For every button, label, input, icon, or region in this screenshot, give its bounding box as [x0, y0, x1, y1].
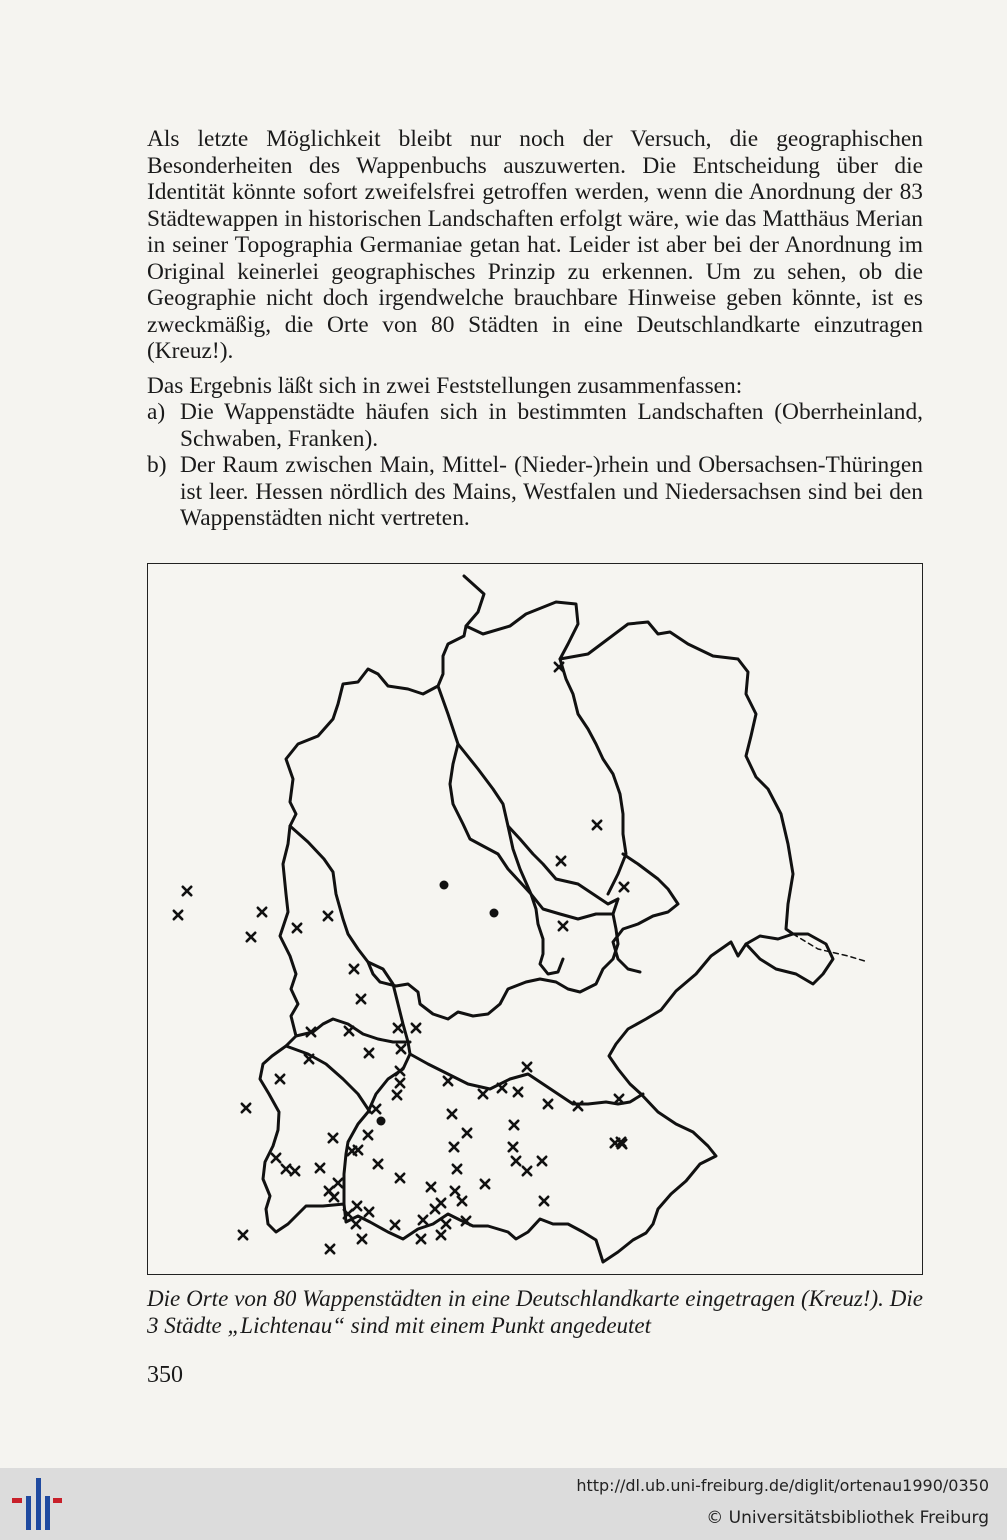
town-cross-marker: [350, 965, 358, 973]
town-cross-marker: [374, 1160, 382, 1168]
town-cross-marker: [512, 1157, 520, 1165]
town-cross-marker: [450, 1143, 458, 1151]
lichtenau-dot-marker: [377, 1117, 386, 1126]
lichtenau-dot-marker: [440, 881, 449, 890]
town-cross-marker: [394, 1024, 402, 1032]
lichtenau-dot-marker: [490, 909, 499, 918]
town-cross-marker: [514, 1088, 522, 1096]
town-cross-marker: [481, 1180, 489, 1188]
body-text: [147, 126, 923, 532]
town-cross-marker: [334, 1179, 342, 1187]
list-item: [147, 399, 923, 452]
list-marker: a): [147, 399, 166, 425]
town-cross-marker: [448, 1110, 456, 1118]
town-crosses: [174, 663, 628, 1253]
town-cross-marker: [451, 1187, 459, 1195]
paragraph-2: Das Ergebnis läßt sich in zwei Feststellungen zusammenfassen:: [147, 372, 743, 399]
town-cross-marker: [324, 912, 332, 920]
town-cross-marker: [444, 1077, 452, 1085]
town-cross-marker: [431, 1205, 439, 1213]
town-cross-marker: [544, 1100, 552, 1108]
town-cross-marker: [393, 1091, 401, 1099]
town-cross-marker: [364, 1131, 372, 1139]
town-cross-marker: [509, 1143, 517, 1151]
town-cross-marker: [358, 1235, 366, 1243]
lichtenau-dots: [377, 881, 499, 1126]
town-cross-marker: [326, 1245, 334, 1253]
germany-map-figure: [147, 563, 923, 1275]
town-cross-marker: [345, 1027, 353, 1035]
town-cross-marker: [463, 1129, 471, 1137]
town-cross-marker: [329, 1134, 337, 1142]
town-cross-marker: [396, 1079, 404, 1087]
inner-border: [746, 934, 833, 984]
town-cross-marker: [282, 1165, 290, 1173]
town-cross-marker: [242, 1104, 250, 1112]
town-cross-marker: [293, 924, 301, 932]
town-cross-marker: [276, 1075, 284, 1083]
town-cross-marker: [523, 1063, 531, 1071]
town-cross-marker: [365, 1049, 373, 1057]
town-cross-marker: [316, 1164, 324, 1172]
town-cross-marker: [615, 1095, 623, 1103]
list-item-text: Der Raum zwischen Main, Mittel- (Nieder-)rhein und Obersachsen-Thüringen ist leer. Hessen nördlich des Mains, Westfalen und Niedersachsen sind bei den Wappenstädten nicht vertreten.: [180, 452, 923, 531]
town-cross-marker: [510, 1121, 518, 1129]
list-item: [147, 452, 923, 532]
town-cross-marker: [479, 1090, 487, 1098]
town-cross-marker: [247, 933, 255, 941]
paragraph-1: Als letzte Möglichkeit bleibt nur noch der Versuch, die geographischen Besonderheiten des Wappenbuchs auszuwerten. Die Entscheidung über die Identität könnte sofort zweifelsfrei getroffen werden, wenn die Anordnung der 83 Städtewappen in historischen Landschaften erfolgt wäre, wie das Matthäus Merian in seiner Topographia Germaniae getan hat. Leider ist aber bei der Anordnung im Original keinerlei geographisches Prinzip zu erkennen. Um zu sehen, ob die Geographie nicht doch irgendwelche brauchbare Hinweise geben könnte, ist es zweckmäßig, die Orte von 80 Städten in eine Deutschlandkarte einzutragen (Kreuz!).: [147, 126, 923, 364]
ub-freiburg-logo: [12, 1478, 62, 1534]
list-item-text: Die Wappenstädte häufen sich in bestimmten Landschaften (Oberrheinland, Schwaben, Franken).: [180, 399, 923, 452]
town-cross-marker: [453, 1165, 461, 1173]
town-cross-marker: [353, 1202, 361, 1210]
town-cross-marker: [396, 1174, 404, 1182]
town-cross-marker: [611, 1139, 619, 1147]
town-cross-marker: [557, 857, 565, 865]
town-cross-marker: [620, 883, 628, 891]
town-cross-marker: [291, 1167, 299, 1175]
inner-border: [508, 826, 618, 904]
findings-list: [147, 399, 923, 532]
town-cross-marker: [258, 908, 266, 916]
town-cross-marker: [458, 1197, 466, 1205]
town-cross-marker: [239, 1231, 247, 1239]
town-cross-marker: [272, 1154, 280, 1162]
list-marker: b): [147, 452, 167, 478]
town-cross-marker: [437, 1231, 445, 1239]
town-cross-marker: [183, 887, 191, 895]
town-cross-marker: [442, 1220, 450, 1228]
inner-border: [286, 1046, 370, 1112]
town-cross-marker: [357, 995, 365, 1003]
germany-map: [148, 564, 923, 1275]
town-cross-marker: [365, 1208, 373, 1216]
source-url-link[interactable]: http://dl.ub.uni-freiburg.de/diglit/ortenau1990/0350: [576, 1476, 989, 1495]
town-cross-marker: [396, 1067, 404, 1075]
town-cross-marker: [593, 821, 601, 829]
library-footer: [0, 1468, 1007, 1540]
inner-border: [613, 854, 678, 972]
town-cross-marker: [427, 1183, 435, 1191]
town-cross-marker: [523, 1167, 531, 1175]
town-cross-marker: [538, 1157, 546, 1165]
inner-border: [438, 686, 563, 974]
town-cross-marker: [352, 1220, 360, 1228]
town-cross-marker: [330, 1193, 338, 1201]
dashed-border: [793, 934, 868, 962]
inner-border: [560, 659, 626, 894]
town-cross-marker: [372, 1105, 380, 1113]
figure-caption: Die Orte von 80 Wappenstädten in eine Deutschlandkarte eingetragen (Kreuz!). Die 3 Städte „Lichtenau“ sind mit einem Punkt angedeutet: [147, 1286, 923, 1338]
town-cross-marker: [397, 1045, 405, 1053]
inner-border: [290, 826, 618, 1019]
page-number: 350: [147, 1362, 183, 1388]
town-cross-marker: [417, 1235, 425, 1243]
town-cross-marker: [419, 1216, 427, 1224]
town-cross-marker: [412, 1024, 420, 1032]
copyright-notice: © Universitätsbibliothek Freiburg: [706, 1508, 989, 1528]
town-cross-marker: [348, 1147, 356, 1155]
town-cross-marker: [540, 1197, 548, 1205]
town-cross-marker: [391, 1221, 399, 1229]
town-cross-marker: [174, 911, 182, 919]
outer-border: [260, 576, 793, 1262]
town-cross-marker: [559, 922, 567, 930]
town-cross-marker: [498, 1084, 506, 1092]
